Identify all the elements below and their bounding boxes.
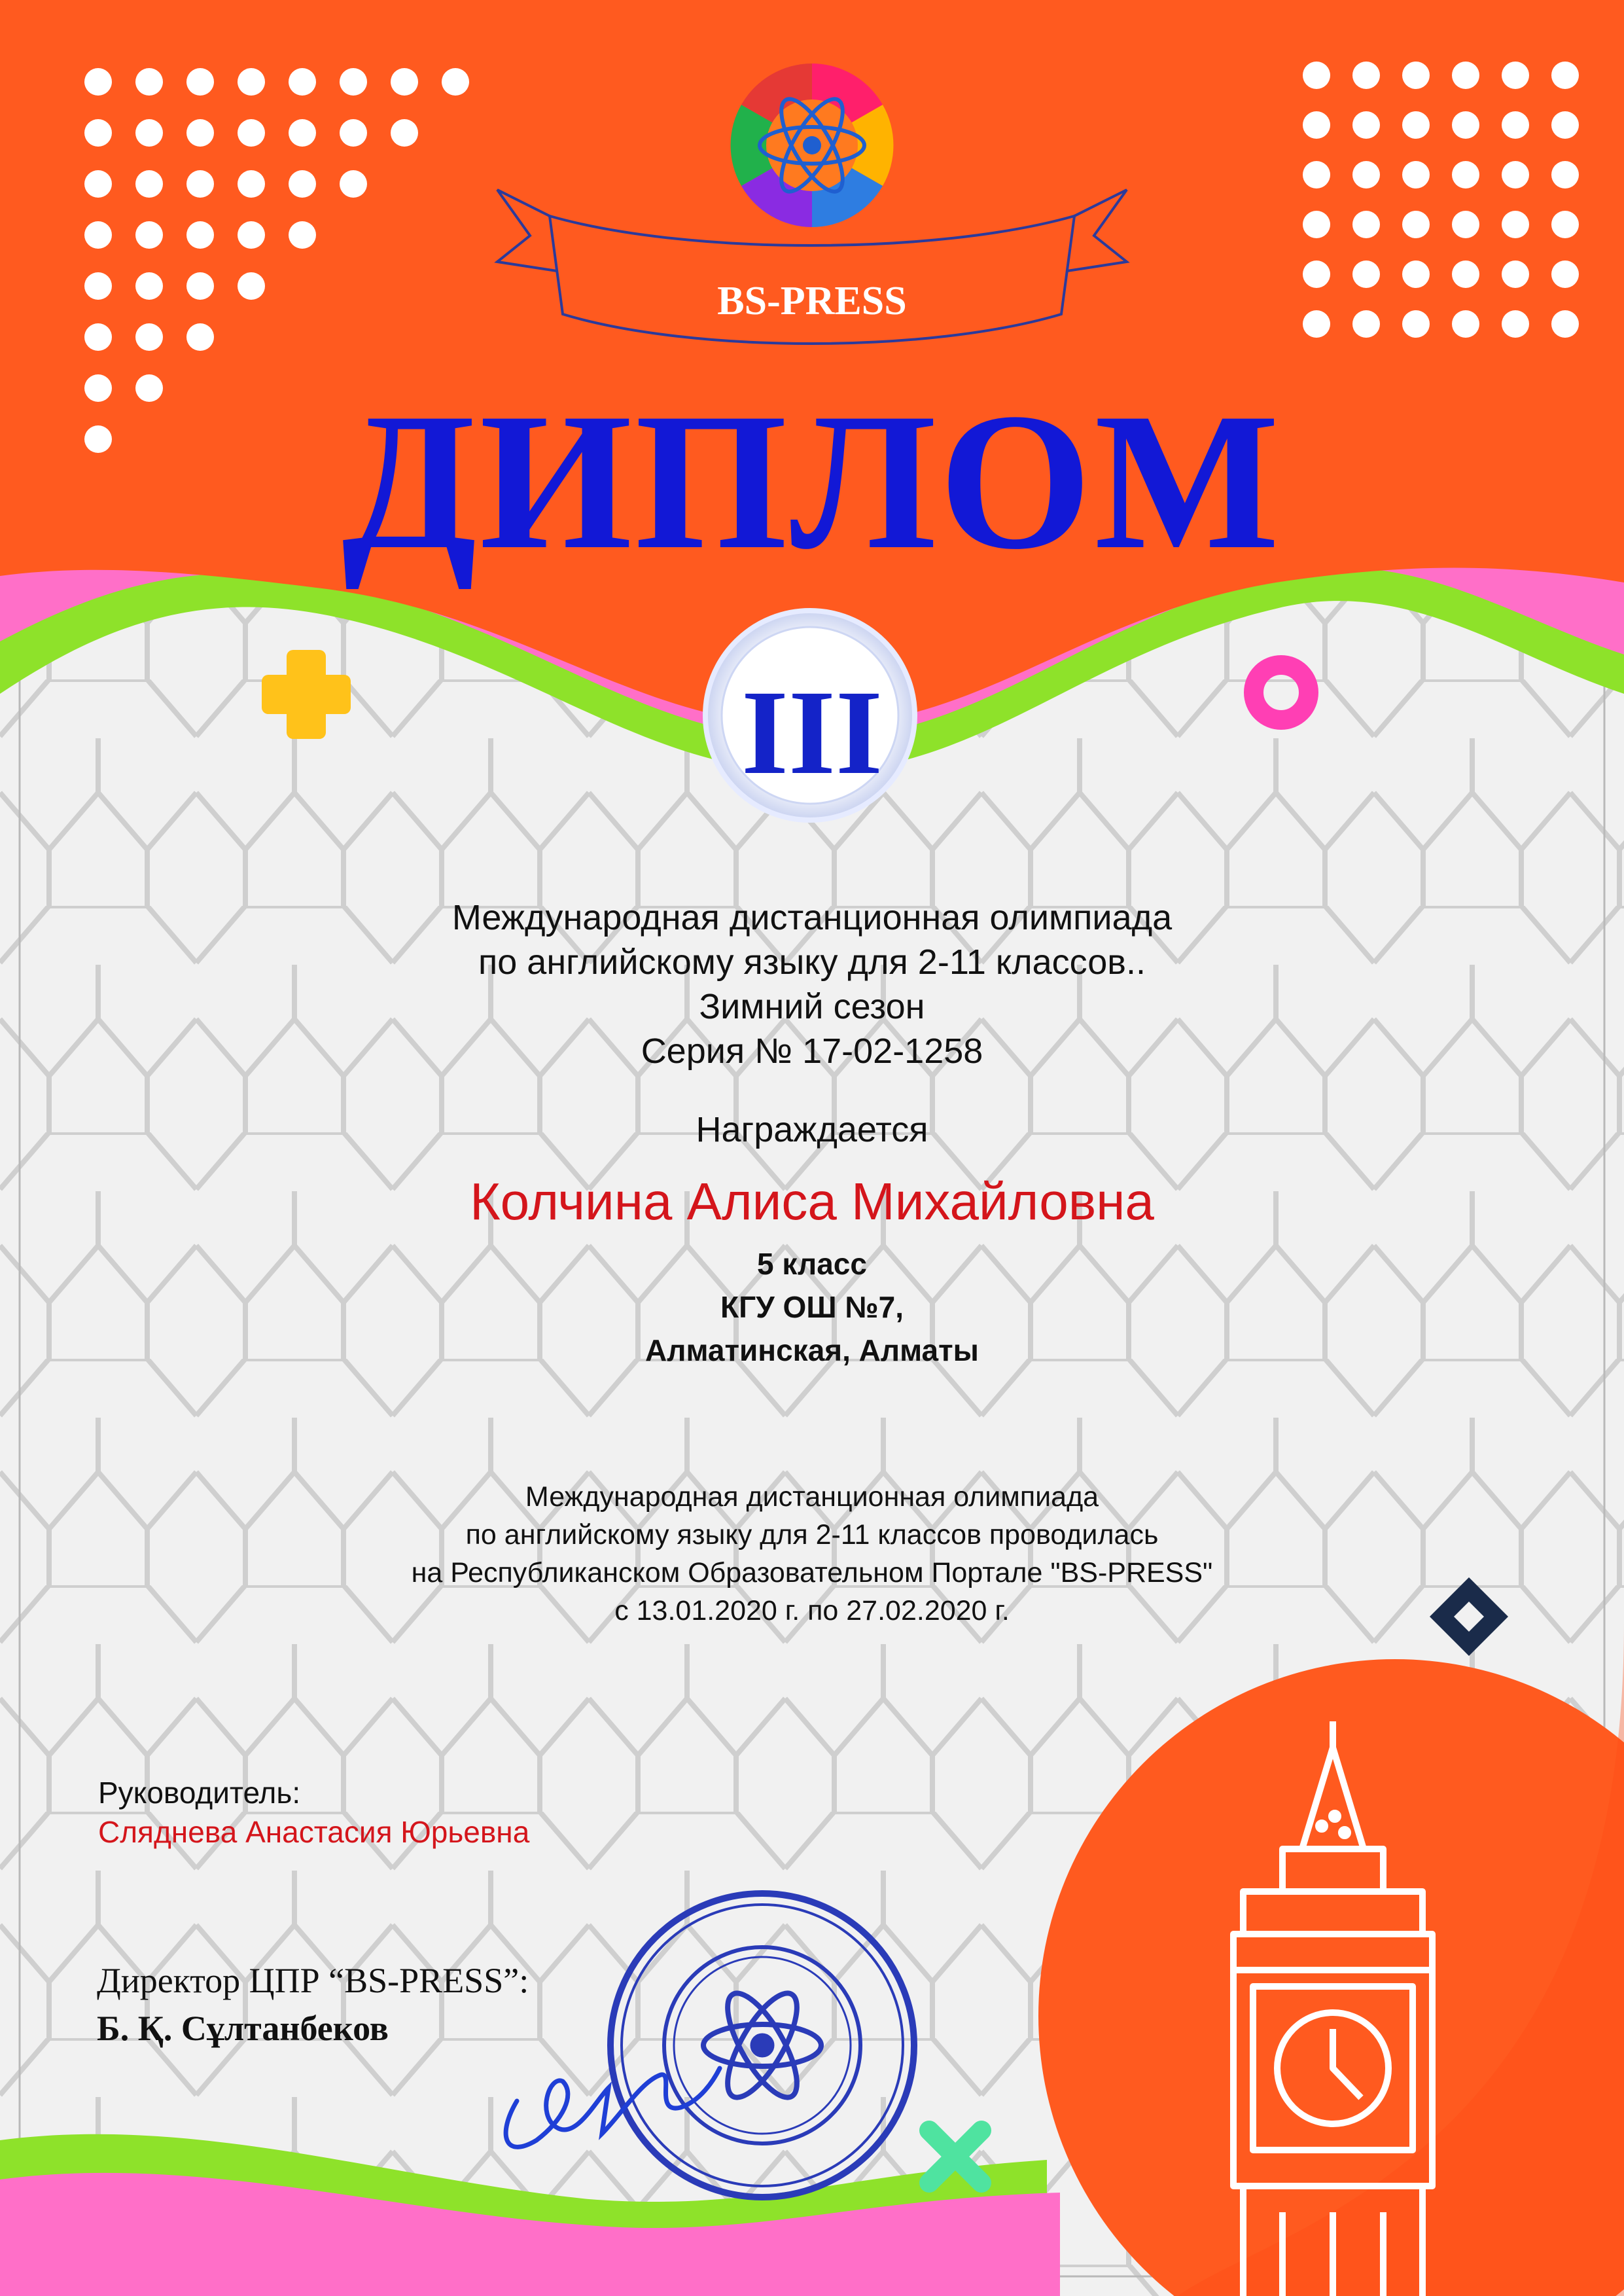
supervisor-label: Руководитель:: [98, 1776, 301, 1810]
rank-numeral: III: [741, 666, 883, 800]
diploma-title: ДИПЛОМ: [342, 372, 1282, 590]
recipient-region: Алматинская, Алматы: [645, 1333, 979, 1367]
recipient-grade: 5 класс: [757, 1247, 867, 1281]
olympiad-line-2: по английскому языку для 2-11 классов..: [478, 942, 1146, 982]
supervisor-name: Сляднева Анастасия Юрьевна: [98, 1815, 530, 1849]
awarded-label: Награждается: [696, 1110, 928, 1149]
director-label: Директор ЦПР “BS-PRESS”:: [97, 1961, 529, 2000]
bs-press-logo-icon: [730, 63, 894, 227]
recipient-name: Колчина Алиса Михайловна: [470, 1172, 1154, 1230]
olympiad-season: Зимний сезон: [699, 987, 925, 1026]
director-name: Б. Қ. Сұлтанбеков: [97, 2009, 389, 2048]
olympiad-line-1: Международная дистанционная олимпиада: [451, 898, 1173, 937]
olympiad-series: Серия № 17-02-1258: [641, 1031, 983, 1071]
description-line-1: Международная дистанционная олимпиада: [525, 1481, 1099, 1513]
brand-name: BS-PRESS: [717, 279, 907, 323]
description-line-4: с 13.01.2020 г. по 27.02.2020 г.: [614, 1595, 1010, 1626]
recipient-school: КГУ ОШ №7,: [720, 1290, 904, 1324]
description-line-3: на Республиканском Образовательном Портале "BS-PRESS": [411, 1557, 1213, 1588]
description-line-2: по английскому языку для 2-11 классов проводилась: [465, 1519, 1159, 1551]
